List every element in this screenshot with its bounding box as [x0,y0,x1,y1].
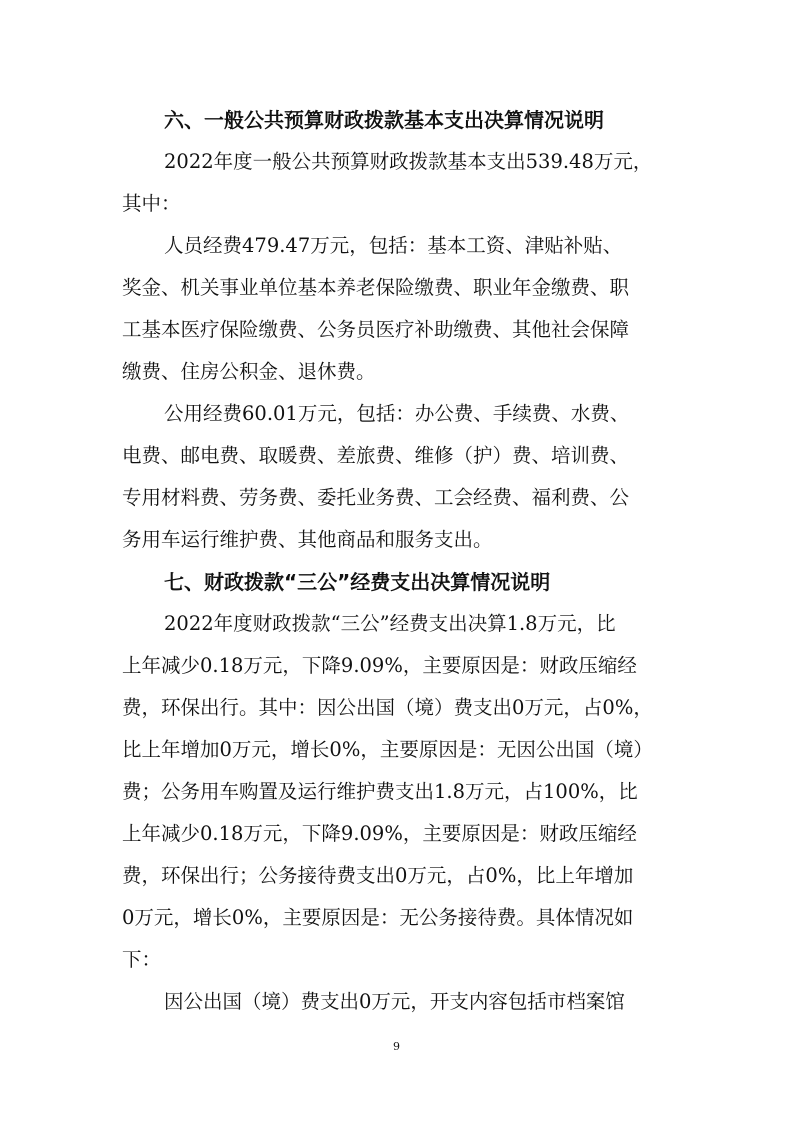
paragraph-line: 务用车运行维护费、其他商品和服务支出。 [122,528,493,551]
paragraph-line: 公用经费60.01万元，包括：办公费、手续费、水费、 [164,402,630,425]
paragraph-line: 因公出国（境）费支出0万元，开支内容包括市档案馆 [164,990,625,1013]
paragraph-line: 费，环保出行。其中：因公出国（境）费支出0万元，占0%， [122,696,653,719]
paragraph-line: 费；公务用车购置及运行维护费支出1.8万元，占100%，比 [122,780,638,803]
paragraph-line: 电费、邮电费、取暖费、差旅费、维修（护）费、培训费、 [122,444,630,467]
paragraph-line: 奖金、机关事业单位基本养老保险缴费、职业年金缴费、职 [122,276,630,299]
paragraph-line: 上年减少0.18万元，下降9.09%，主要原因是：财政压缩经 [122,822,637,845]
paragraph-line: 下： [122,948,162,971]
paragraph-line: 人员经费479.47万元，包括：基本工资、津贴补贴、 [164,234,623,257]
paragraph-line: 费，环保出行；公务接待费支出0万元，占0%，比上年增加 [122,864,634,887]
paragraph-line: 工基本医疗保险缴费、公务员医疗补助缴费、其他社会保障 [122,318,630,341]
section-heading-7: 七、财政拨款“三公”经费支出决算情况说明 [164,570,551,594]
paragraph-line: 比上年增加0万元，增长0%，主要原因是：无因公出国（境） [122,738,653,761]
paragraph-line: 缴费、住房公积金、退休费。 [122,360,376,383]
paragraph-line: 0万元，增长0%，主要原因是：无公务接待费。具体情况如 [122,906,634,929]
section-heading-6: 六、一般公共预算财政拨款基本支出决算情况说明 [164,108,604,132]
paragraph-line: 上年减少0.18万元，下降9.09%，主要原因是：财政压缩经 [122,654,637,677]
paragraph-line: 2022年度一般公共预算财政拨款基本支出539.48万元， [164,150,653,173]
paragraph-line: 专用材料费、劳务费、委托业务费、工会经费、福利费、公 [122,486,630,509]
page-number: 9 [393,1040,400,1053]
paragraph-line: 2022年度财政拨款“三公”经费支出决算1.8万元，比 [164,612,616,635]
paragraph-line: 其中： [122,192,181,215]
